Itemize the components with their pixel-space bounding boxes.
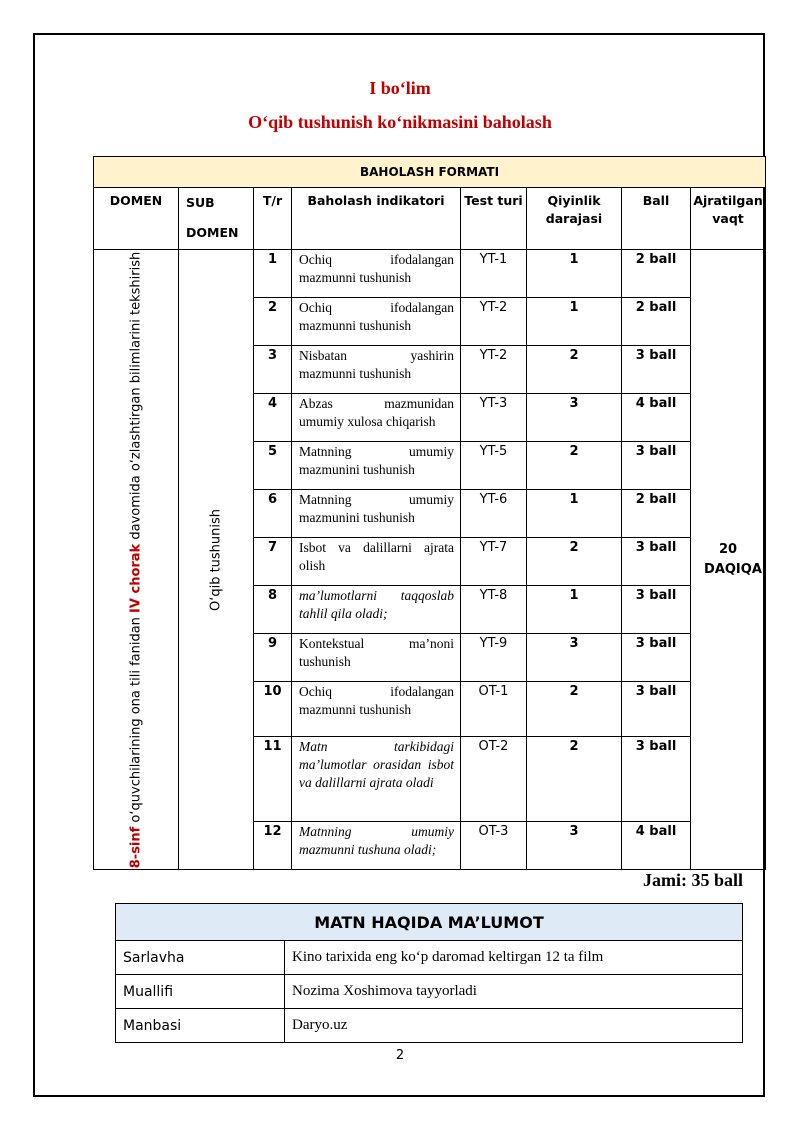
row-indicator: Ochiq ifodalangan mazmunni tushunish (292, 250, 461, 298)
row-test-type: OT-2 (461, 737, 527, 822)
row-difficulty: 2 (527, 682, 622, 737)
row-ball: 4 ball (622, 394, 691, 442)
row-indicator: Nisbatan yashirin mazmunni tushunish (292, 346, 461, 394)
domain-text (129, 251, 144, 868)
row-test-type: YT-6 (461, 490, 527, 538)
row-test-type: YT-5 (461, 442, 527, 490)
row-test-type: YT-9 (461, 634, 527, 682)
row-difficulty: 3 (527, 822, 622, 870)
format-title: BAHOLASH FORMATI (94, 157, 766, 188)
info-value: Kino tarixida eng ko‘p daromad keltirgan 12 ta film (285, 941, 743, 975)
row-number: 1 (254, 250, 292, 298)
time-value: 20 DAQIQA (704, 541, 762, 577)
text-info-table (115, 903, 743, 1043)
assessment-format-table (93, 156, 766, 870)
section-heading: I bo‘lim (369, 78, 431, 98)
row-indicator: Ochiq ifodalangan mazmunni tushunish (292, 682, 461, 737)
row-test-type: YT-8 (461, 586, 527, 634)
header-indicator: Baholash indikatori (292, 188, 461, 250)
row-number: 5 (254, 442, 292, 490)
subdomain-text: O‘qib tushunish (208, 508, 224, 611)
header-test-type: Test turi (461, 188, 527, 250)
row-indicator: Abzas mazmunidan umumiy xulosa chiqarish (292, 394, 461, 442)
header-time: Ajratilgan vaqt (691, 188, 766, 250)
row-number: 3 (254, 346, 292, 394)
row-test-type: YT-1 (461, 250, 527, 298)
grade-label: 8-sinf (128, 826, 144, 868)
header-domen-label: DOMEN (186, 225, 239, 240)
row-ball: 4 ball (622, 822, 691, 870)
table-row (94, 250, 766, 298)
row-indicator: Matnning umumiy mazmunini tushunish (292, 442, 461, 490)
row-test-type: OT-3 (461, 822, 527, 870)
header-difficulty: Qiyinlik darajasi (527, 188, 622, 250)
table-row (116, 975, 743, 1009)
row-test-type: OT-1 (461, 682, 527, 737)
row-ball: 3 ball (622, 538, 691, 586)
row-ball: 2 ball (622, 490, 691, 538)
quarter-label: IV chorak (128, 543, 144, 613)
row-difficulty: 2 (527, 346, 622, 394)
row-test-type: YT-2 (461, 346, 527, 394)
info-label: Muallifi (116, 975, 285, 1009)
header-tr: T/r (254, 188, 292, 250)
total-score: Jami: 35 ball (642, 870, 743, 890)
time-cell (691, 250, 766, 870)
page-number: 2 (395, 1048, 405, 1063)
row-number: 7 (254, 538, 292, 586)
info-title: MATN HAQIDA MA’LUMOT (116, 904, 743, 941)
row-difficulty: 2 (527, 737, 622, 822)
domain-cell (94, 250, 179, 870)
row-difficulty: 2 (527, 442, 622, 490)
row-ball: 2 ball (622, 298, 691, 346)
row-indicator: Kontekstual ma’noni tushunish (292, 634, 461, 682)
info-value: Nozima Xoshimova tayyorladi (285, 975, 743, 1009)
domain-text-part1: o‘quvchilarining ona tili fanidan (128, 612, 144, 827)
section-subtitle: O‘qib tushunish ko‘nikmasini baholash (248, 112, 552, 132)
header-domen: DOMEN (94, 188, 179, 250)
row-difficulty: 1 (527, 298, 622, 346)
row-difficulty: 2 (527, 538, 622, 586)
row-test-type: YT-2 (461, 298, 527, 346)
header-ball: Ball (622, 188, 691, 250)
row-ball: 3 ball (622, 442, 691, 490)
header-sub-label: SUB (186, 195, 215, 210)
row-indicator: Ochiq ifodalangan mazmunni tushunish (292, 298, 461, 346)
row-difficulty: 1 (527, 250, 622, 298)
row-number: 9 (254, 634, 292, 682)
row-indicator: Matnning umumiy mazmunini tushunish (292, 490, 461, 538)
row-difficulty: 1 (527, 490, 622, 538)
subdomain-cell (179, 250, 254, 870)
info-label: Sarlavha (116, 941, 285, 975)
row-number: 10 (254, 682, 292, 737)
table-row (116, 941, 743, 975)
row-test-type: YT-3 (461, 394, 527, 442)
row-number: 4 (254, 394, 292, 442)
info-label: Manbasi (116, 1009, 285, 1043)
info-value: Daryo.uz (285, 1009, 743, 1043)
row-number: 2 (254, 298, 292, 346)
row-ball: 3 ball (622, 634, 691, 682)
row-difficulty: 1 (527, 586, 622, 634)
row-ball: 3 ball (622, 737, 691, 822)
row-indicator: ma’lumotlarni taqqoslab tahlil qila oladi; (292, 586, 461, 634)
row-number: 12 (254, 822, 292, 870)
row-indicator: Isbot va dalillarni ajrata olish (292, 538, 461, 586)
row-difficulty: 3 (527, 634, 622, 682)
table-row (116, 1009, 743, 1043)
row-ball: 3 ball (622, 346, 691, 394)
row-number: 6 (254, 490, 292, 538)
row-indicator: Matn tarkibidagi ma’lumotlar orasidan isbot va dalillarni ajrata oladi (292, 737, 461, 822)
row-ball: 2 ball (622, 250, 691, 298)
row-ball: 3 ball (622, 682, 691, 737)
row-ball: 3 ball (622, 586, 691, 634)
domain-text-part2: davomida o‘zlashtirgan bilimlarini tekshirish (128, 251, 144, 544)
row-indicator: Matnning umumiy mazmunni tushuna oladi; (292, 822, 461, 870)
row-difficulty: 3 (527, 394, 622, 442)
row-number: 8 (254, 586, 292, 634)
header-subdomen (179, 188, 254, 250)
row-number: 11 (254, 737, 292, 822)
row-test-type: YT-7 (461, 538, 527, 586)
